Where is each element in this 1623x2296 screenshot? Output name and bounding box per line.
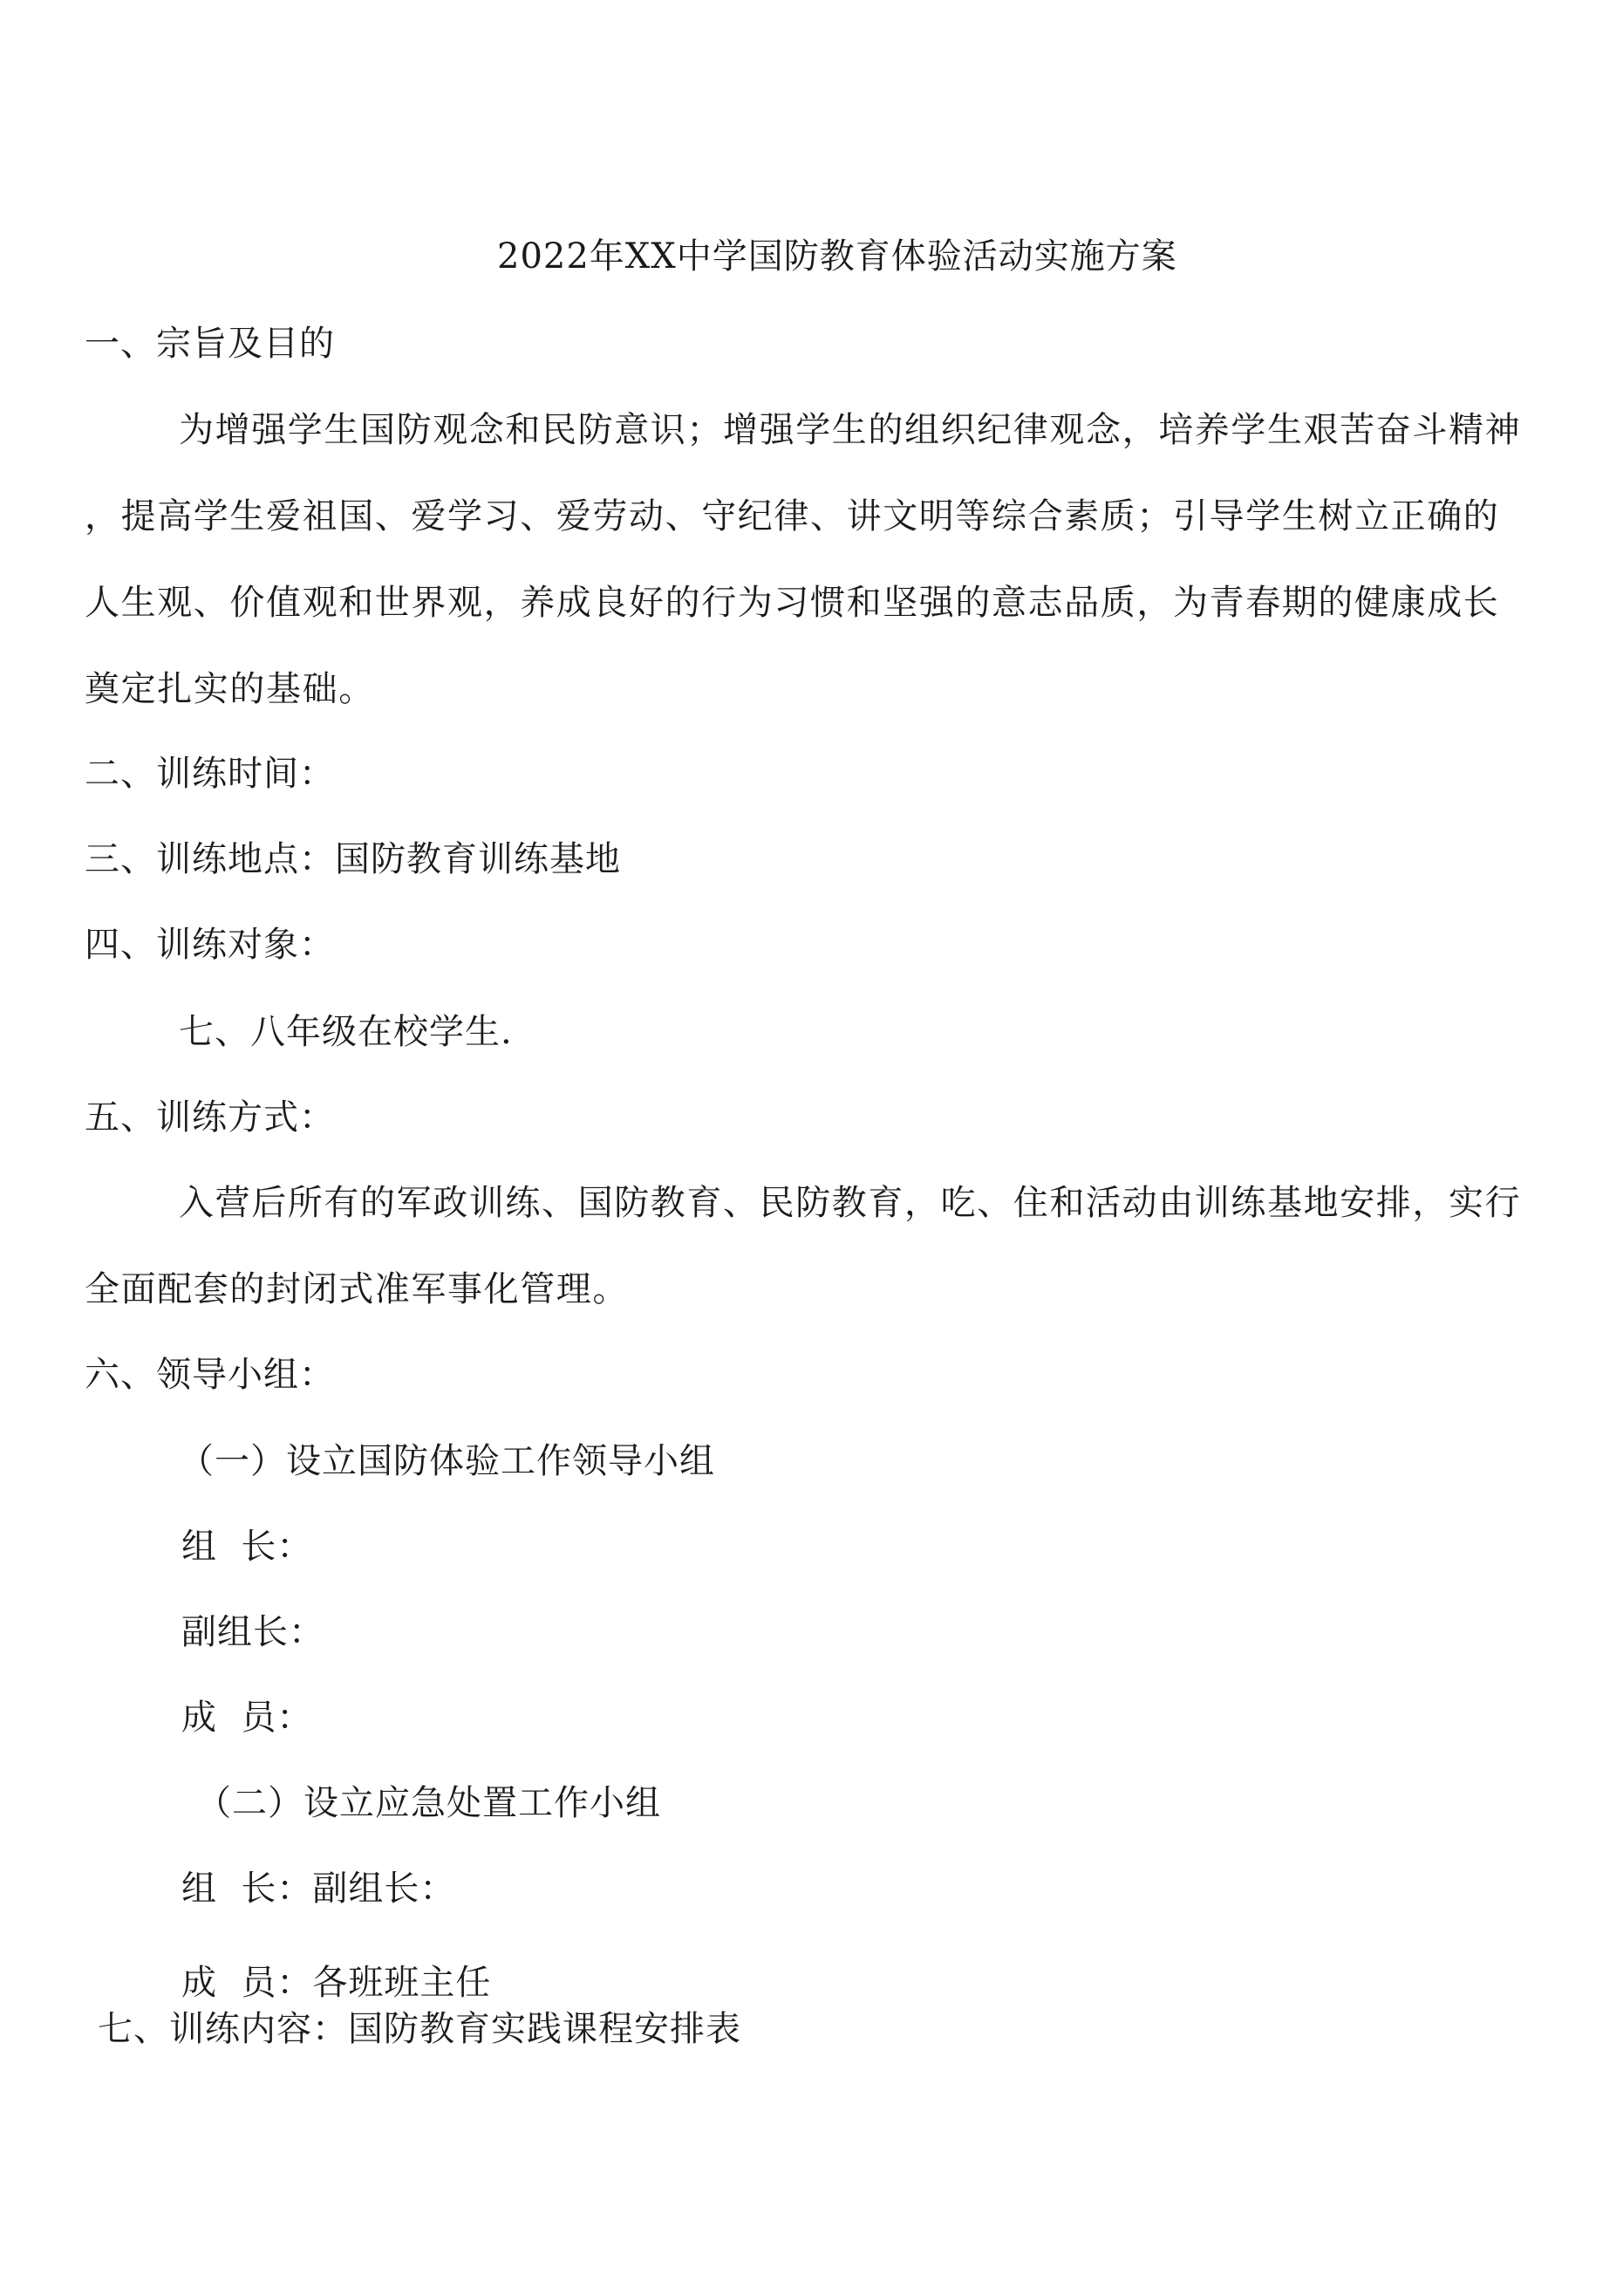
paragraph-line: 人生观、价值观和世界观，养成良好的行为习惯和坚强的意志品质，为青春期的健康成长 — [85, 583, 1500, 623]
paragraph-line: 入营后所有的军政训练、国防教育、民防教育，吃、住和活动由训练基地安排，实行 — [179, 1183, 1522, 1223]
group2-leaders: 组 长：副组长： — [181, 1869, 456, 1909]
section-heading-content: 七、训练内容：国防教育实践课程安排表 — [98, 2009, 741, 2049]
paragraph-line: 全面配套的封闭式准军事化管理。 — [85, 1269, 629, 1309]
target-body: 七、八年级在校学生. — [179, 1012, 513, 1052]
group1-deputy: 副组长： — [181, 1612, 324, 1652]
section-heading-method: 五、训练方式： — [85, 1097, 335, 1138]
paragraph-line: 奠定扎实的基础。 — [85, 669, 375, 709]
group2-title: （二）设立应急处置工作小组 — [196, 1783, 661, 1823]
group1-members: 成 员： — [181, 1698, 313, 1738]
paragraph-line: 为增强学生国防观念和民防意识；增强学生的组织纪律观念，培养学生艰苦奋斗精神 — [179, 410, 1522, 450]
section-heading-time: 二、训练时间： — [85, 754, 335, 794]
group1-leader: 组 长： — [181, 1527, 313, 1567]
section-heading-location: 三、训练地点：国防教育训练基地 — [85, 839, 621, 879]
section-heading-purpose: 一、宗旨及目的 — [85, 324, 335, 364]
purpose-paragraph — [85, 387, 1541, 733]
paragraph-line: ，提高学生爱祖国、爱学习、爱劳动、守纪律、讲文明等综合素质；引导学生树立正确的 — [85, 496, 1500, 536]
group1-title: （一）设立国防体验工作领导小组 — [179, 1441, 715, 1481]
section-heading-target: 四、训练对象： — [85, 925, 335, 965]
section-heading-leadership: 六、领导小组： — [85, 1355, 335, 1395]
method-paragraph — [85, 1160, 1541, 1333]
group2-members: 成 员：各班班主任 — [181, 1963, 492, 2003]
document-title: 2022年XX中学国防教育体验活动实施方案 — [497, 236, 1177, 277]
